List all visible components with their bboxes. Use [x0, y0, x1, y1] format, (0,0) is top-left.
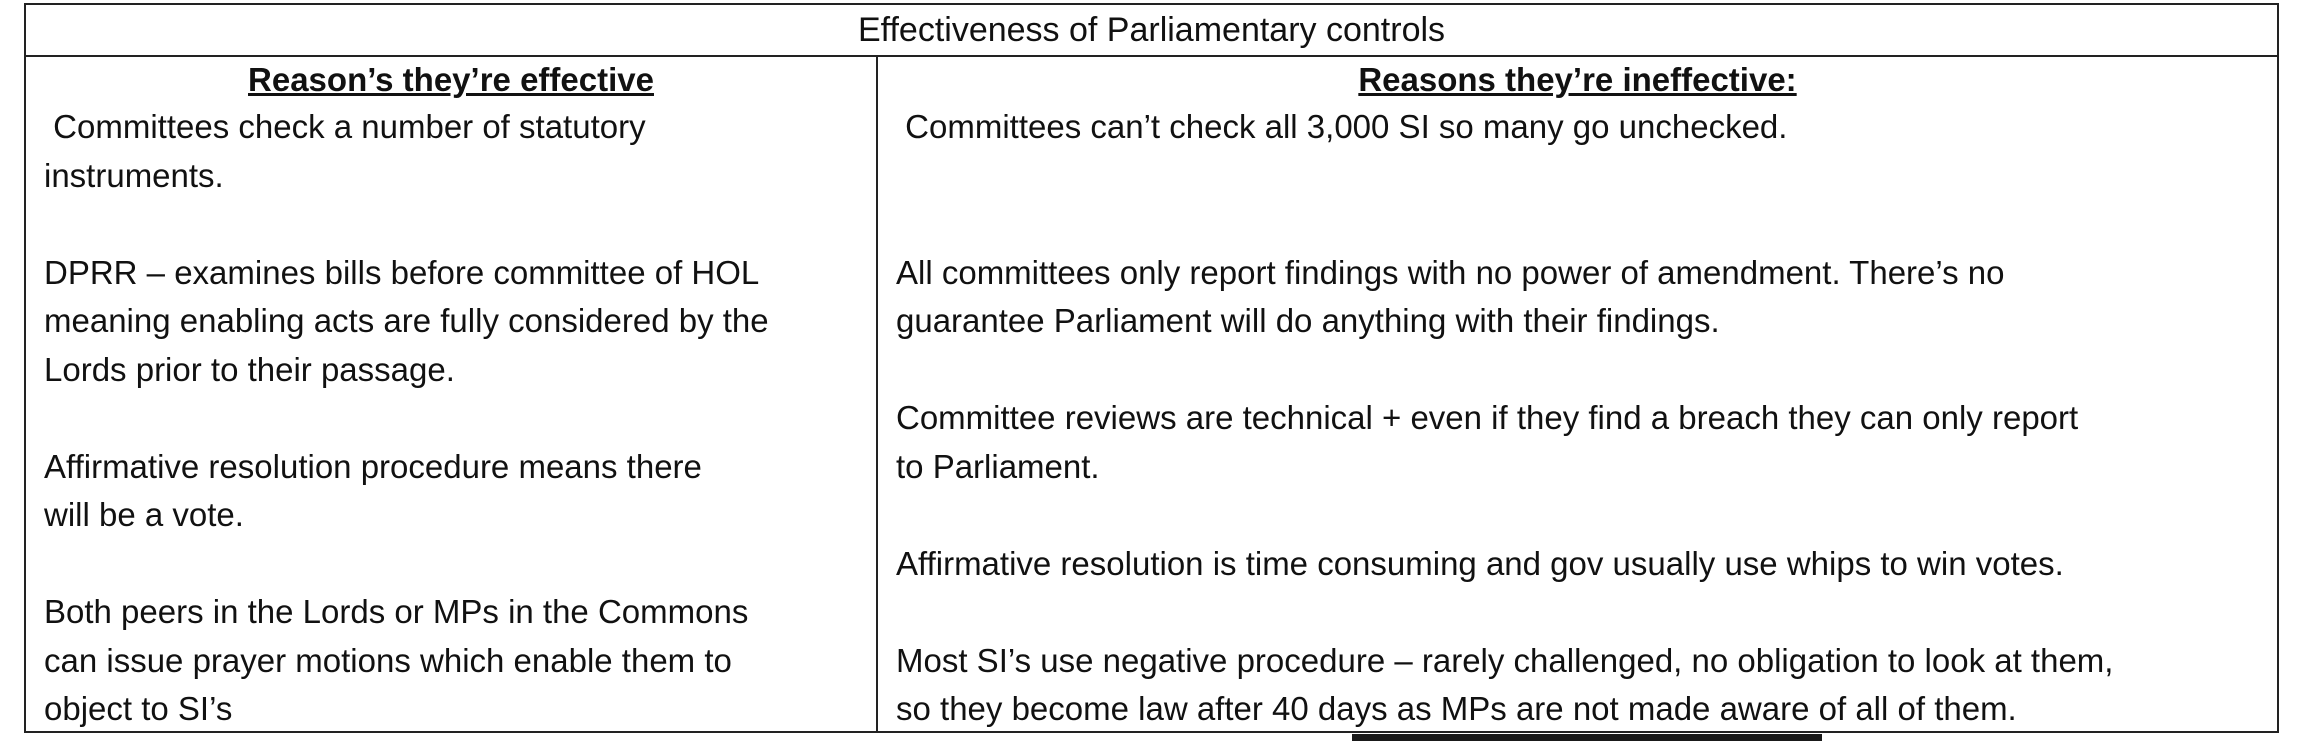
effective-reasons-text: Committees check a number of statutory instruments. DPRR – examines bills before committee of HOL meaning enabling acts are fully considered by the Lords prior to their passage. Affirmative resolution procedure means there will be a vote. Both peers in the Lords or MPs in the Commons can issue prayer motions which enable them to object to SI’s [44, 108, 769, 727]
table-columns [26, 57, 2277, 733]
ineffective-column [878, 57, 2277, 733]
ineffective-heading: Reasons they’re ineffective: [1358, 61, 1797, 98]
table-title: Effectiveness of Parliamentary controls [26, 5, 2277, 57]
effective-heading: Reason’s they’re effective [248, 61, 654, 98]
page-edge-mark [1352, 734, 1822, 741]
ineffective-reasons-text: Committees can’t check all 3,000 SI so many go unchecked. All committees only report findings with no power of amendment. There’s no guarantee Parliament will do anything with their findings. Committee reviews are technical + even if they find a breach they can only report to Parliament. Affirmative resolution is time consuming and gov usually use whips to win votes. Most SI’s use negative procedure – rarely challenged, no obligation to look at them, so they become law after 40 days as MPs are not made aware of all of them. [896, 108, 2114, 727]
effective-column [26, 57, 878, 733]
comparison-table [24, 3, 2279, 733]
